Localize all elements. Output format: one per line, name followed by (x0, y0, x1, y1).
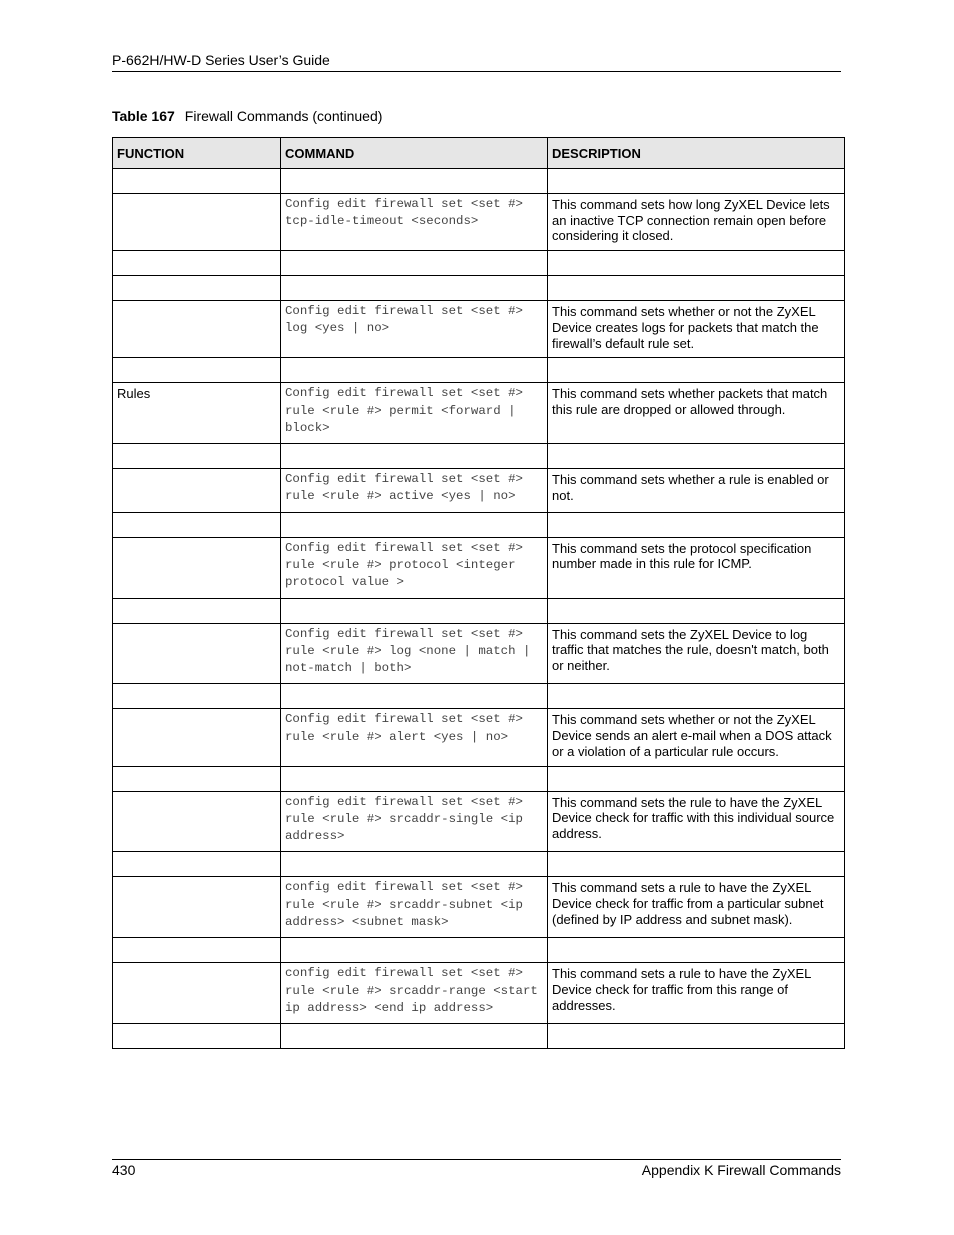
table-row (113, 766, 845, 791)
table-caption-label: Table 167 (112, 108, 175, 124)
table-row (113, 276, 845, 301)
table-caption-text: Firewall Commands (continued) (184, 108, 383, 124)
description-cell (548, 512, 845, 537)
description-cell: This command sets the protocol specification number made in this rule for ICMP. (548, 537, 845, 598)
command-cell (281, 684, 548, 709)
command-cell: Config edit firewall set <set #> rule <rule #> alert <yes | no> (281, 709, 548, 766)
function-cell (113, 537, 281, 598)
table-row (113, 598, 845, 623)
table-row (113, 852, 845, 877)
description-cell: This command sets whether a rule is enabled or not. (548, 469, 845, 513)
command-cell (281, 169, 548, 194)
description-cell: This command sets a rule to have the ZyXEL Device check for traffic from a particular subnet (defined by IP address and subnet mask). (548, 877, 845, 938)
table-row (113, 537, 845, 598)
description-cell (548, 766, 845, 791)
table-row (113, 358, 845, 383)
table-row (113, 469, 845, 513)
description-cell (548, 251, 845, 276)
function-cell (113, 469, 281, 513)
command-cell: config edit firewall set <set #> rule <rule #> srcaddr-range <start ip address> <end ip address> (281, 963, 548, 1024)
header-divider (112, 71, 841, 72)
function-cell: Rules (113, 383, 281, 444)
description-cell (548, 852, 845, 877)
description-cell (548, 684, 845, 709)
running-header-title: P-662H/HW-D Series User’s Guide (112, 52, 330, 68)
command-cell (281, 766, 548, 791)
function-cell (113, 358, 281, 383)
table-row (113, 251, 845, 276)
function-cell (113, 598, 281, 623)
description-cell (548, 598, 845, 623)
function-cell (113, 852, 281, 877)
table-row (113, 709, 845, 766)
command-cell: Config edit firewall set <set #> log <yes | no> (281, 301, 548, 358)
description-cell: This command sets whether packets that match this rule are dropped or allowed through. (548, 383, 845, 444)
function-cell (113, 1024, 281, 1049)
table-row (113, 623, 845, 684)
running-footer-title: Appendix K Firewall Commands (641, 1162, 841, 1178)
function-cell (113, 301, 281, 358)
command-cell: Config edit firewall set <set #> rule <rule #> permit <forward | block> (281, 383, 548, 444)
command-cell (281, 358, 548, 383)
table-row (113, 383, 845, 444)
table-caption (112, 108, 382, 124)
function-cell (113, 444, 281, 469)
command-cell (281, 938, 548, 963)
description-cell: This command sets whether or not the ZyXEL Device creates logs for packets that match the firewall’s default rule set. (548, 301, 845, 358)
description-cell (548, 358, 845, 383)
table-row (113, 1024, 845, 1049)
table-row (113, 194, 845, 251)
description-cell (548, 169, 845, 194)
table-row (113, 684, 845, 709)
command-cell (281, 251, 548, 276)
command-cell: Config edit firewall set <set #> rule <rule #> protocol <integer protocol value > (281, 537, 548, 598)
table-header-row (113, 138, 845, 169)
command-cell (281, 512, 548, 537)
function-cell (113, 251, 281, 276)
table-body (113, 169, 845, 1049)
function-cell (113, 709, 281, 766)
description-cell (548, 1024, 845, 1049)
description-cell (548, 938, 845, 963)
function-cell (113, 169, 281, 194)
table-row (113, 301, 845, 358)
description-cell: This command sets whether or not the ZyXEL Device sends an alert e-mail when a DOS attack or a violation of a particular rule occurs. (548, 709, 845, 766)
function-cell (113, 938, 281, 963)
table-row (113, 169, 845, 194)
function-cell (113, 684, 281, 709)
command-cell (281, 1024, 548, 1049)
command-cell: config edit firewall set <set #> rule <rule #> srcaddr-subnet <ip address> <subnet mask> (281, 877, 548, 938)
firewall-commands-table (112, 137, 845, 1049)
description-cell (548, 276, 845, 301)
command-cell (281, 444, 548, 469)
column-header-description: DESCRIPTION (548, 138, 845, 169)
function-cell (113, 963, 281, 1024)
column-header-command: COMMAND (281, 138, 548, 169)
command-cell (281, 852, 548, 877)
function-cell (113, 623, 281, 684)
footer-divider (112, 1159, 841, 1160)
command-cell (281, 276, 548, 301)
column-header-function: FUNCTION (113, 138, 281, 169)
function-cell (113, 766, 281, 791)
page-number: 430 (112, 1162, 136, 1178)
command-cell: Config edit firewall set <set #> tcp-idle-timeout <seconds> (281, 194, 548, 251)
command-cell (281, 598, 548, 623)
table-row (113, 938, 845, 963)
description-cell: This command sets how long ZyXEL Device lets an inactive TCP connection remain open before considering it closed. (548, 194, 845, 251)
table-row (113, 963, 845, 1024)
table-row (113, 791, 845, 852)
table-row (113, 512, 845, 537)
function-cell (113, 791, 281, 852)
command-cell: Config edit firewall set <set #> rule <rule #> active <yes | no> (281, 469, 548, 513)
description-cell: This command sets the ZyXEL Device to log traffic that matches the rule, doesn't match, both or neither. (548, 623, 845, 684)
command-cell: config edit firewall set <set #> rule <rule #> srcaddr-single <ip address> (281, 791, 548, 852)
command-cell: Config edit firewall set <set #> rule <rule #> log <none | match | not-match | both> (281, 623, 548, 684)
function-cell (113, 194, 281, 251)
description-cell (548, 444, 845, 469)
function-cell (113, 512, 281, 537)
function-cell (113, 877, 281, 938)
description-cell: This command sets the rule to have the ZyXEL Device check for traffic with this individual source address. (548, 791, 845, 852)
function-cell (113, 276, 281, 301)
table-row (113, 444, 845, 469)
description-cell: This command sets a rule to have the ZyXEL Device check for traffic from this range of addresses. (548, 963, 845, 1024)
table-row (113, 877, 845, 938)
